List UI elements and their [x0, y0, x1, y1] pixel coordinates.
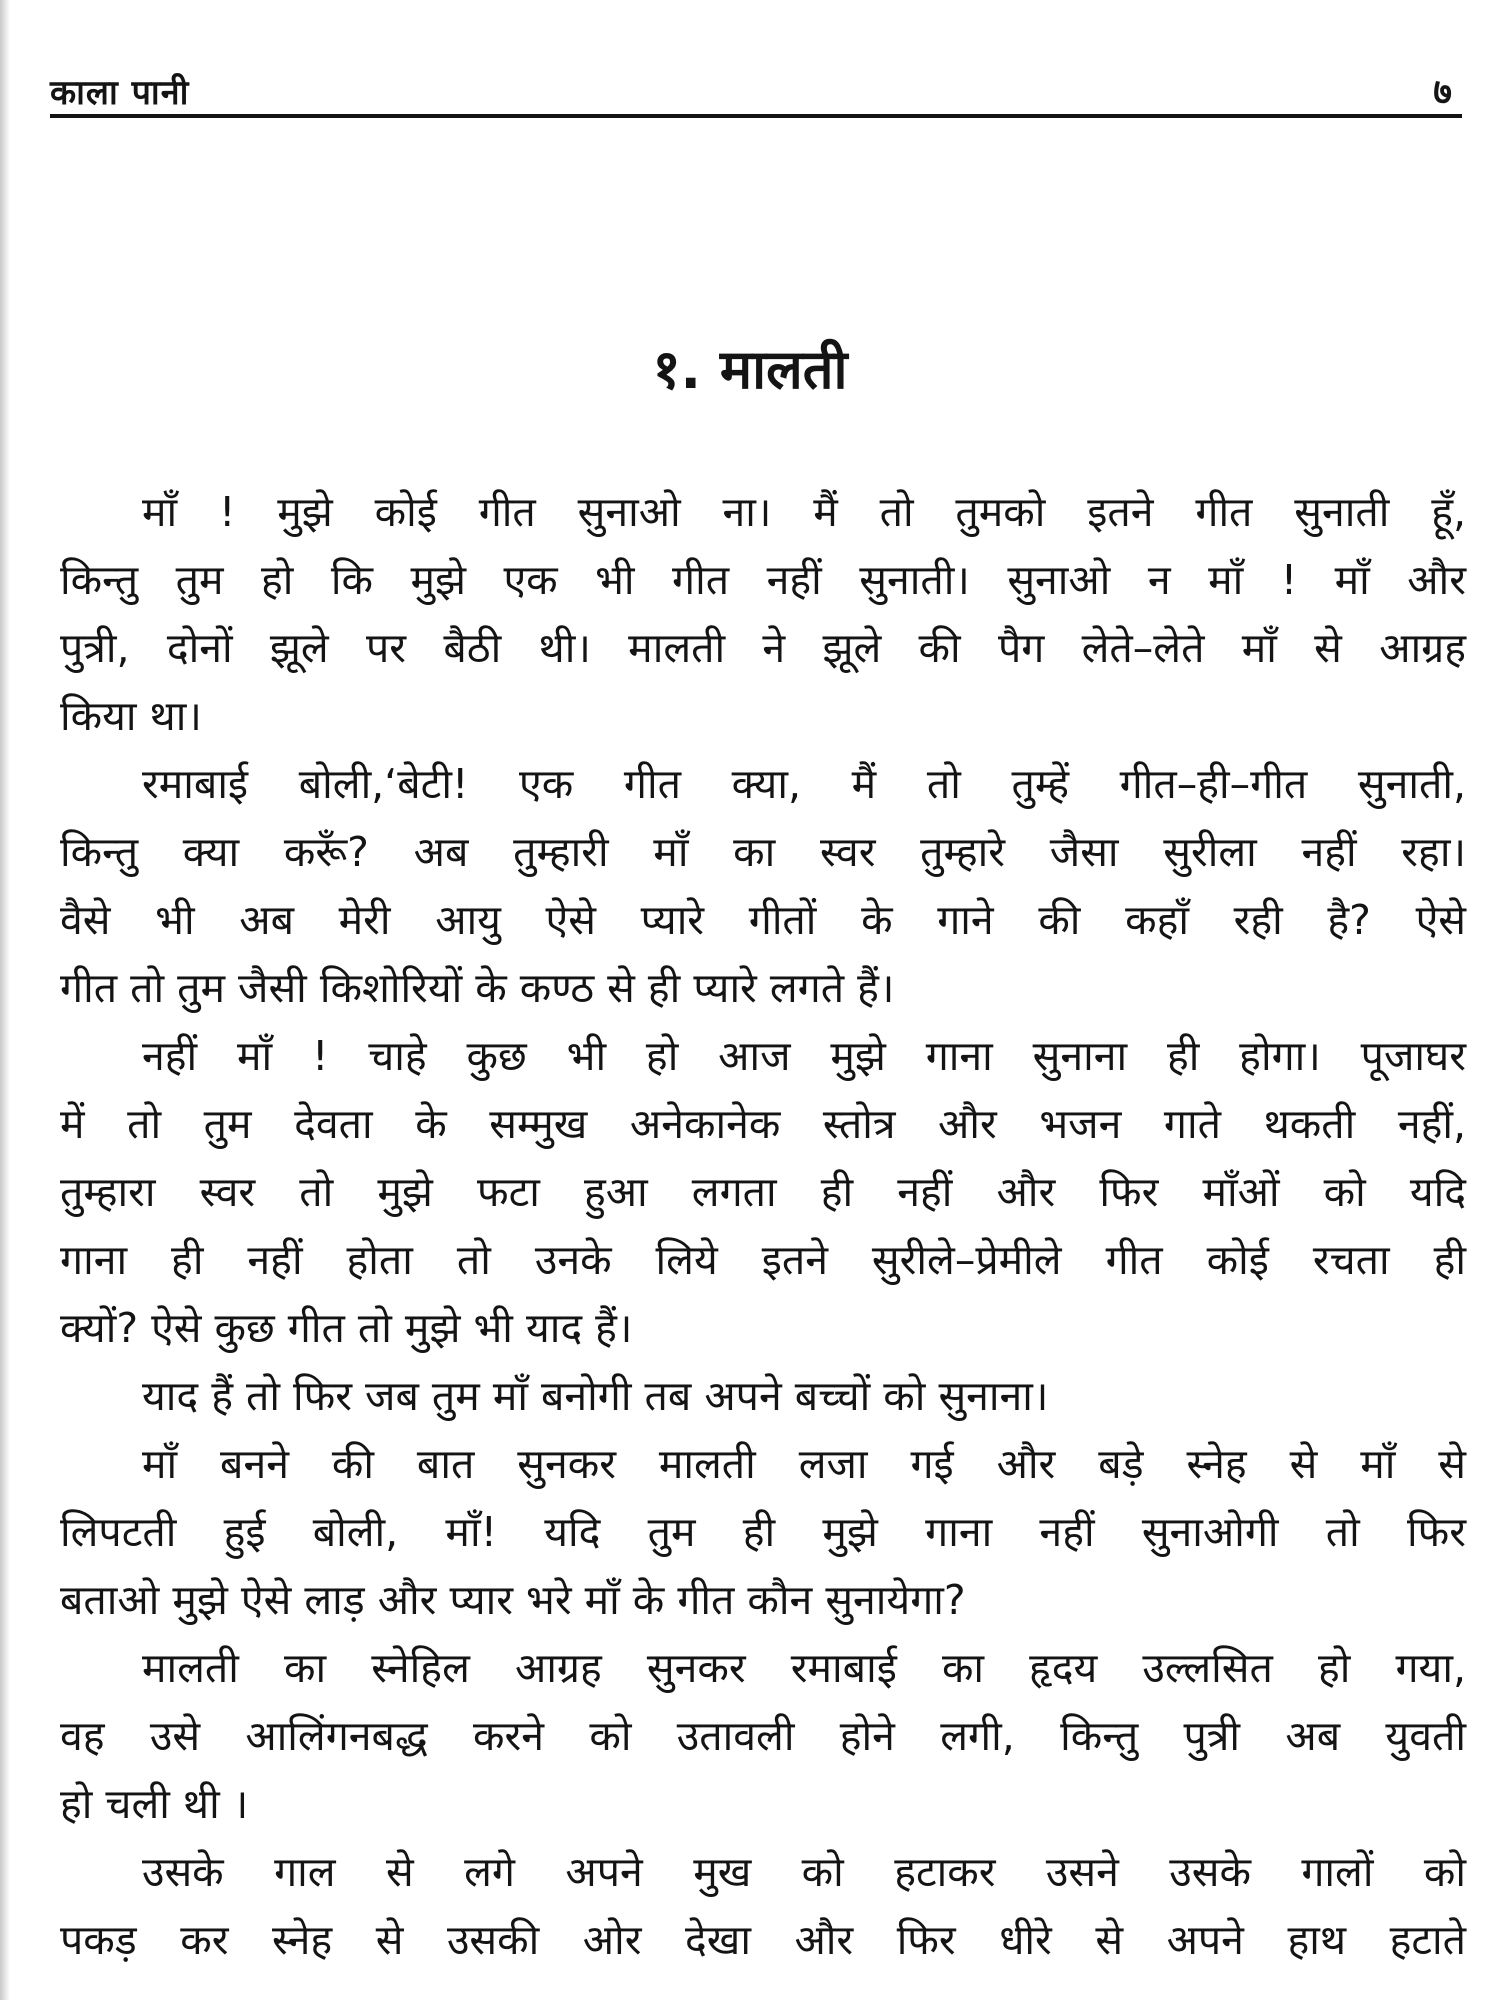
text-line: किन्तु क्या करूँ? अब तुम्हारी माँ का स्वर तुम्हारे जैसा सुरीला नहीं रहा। — [60, 828, 1466, 876]
text-line: मालती का स्नेहिल आग्रह सुनकर रमाबाई का हृदय उल्लसित हो गया, — [142, 1644, 1466, 1692]
text-line: लिपटती हुई बोली, माँ! यदि तुम ही मुझे गाना नहीं सुनाओगी तो फिर — [60, 1508, 1466, 1556]
text-line: माँ ! मुझे कोई गीत सुनाओ ना। मैं तो तुमको इतने गीत सुनाती हूँ, — [142, 488, 1466, 536]
running-title: काला पानी — [50, 73, 190, 113]
text-line: याद हैं तो फिर जब तुम माँ बनोगी तब अपने बच्चों को सुनाना। — [142, 1372, 1049, 1420]
text-line: उसके गाल से लगे अपने मुख को हटाकर उसने उसके गालों को — [142, 1848, 1466, 1896]
text-line: गीत तो तुम जैसी किशोरियों के कण्ठ से ही प्यारे लगते हैं। — [60, 964, 895, 1012]
text-line: किन्तु तुम हो कि मुझे एक भी गीत नहीं सुनाती। सुनाओ न माँ ! माँ और — [60, 556, 1466, 604]
text-line: वह उसे आलिंगनबद्ध करने को उतावली होने लगी, किन्तु पुत्री अब युवती — [60, 1712, 1466, 1760]
text-line: वैसे भी अब मेरी आयु ऐसे प्यारे गीतों के गाने की कहाँ रही है? ऐसे — [60, 896, 1466, 944]
text-line: हो चली थी । — [60, 1780, 249, 1828]
text-line: गाना ही नहीं होता तो उनके लिये इतने सुरीले–प्रेमीले गीत कोई रचता ही — [60, 1236, 1466, 1284]
text-line: पुत्री, दोनों झूले पर बैठी थी। मालती ने झूले की पैग लेते–लेते माँ से आग्रह — [60, 624, 1466, 672]
text-line: बताओ मुझे ऐसे लाड़ और प्यार भरे माँ के गीत कौन सुनायेगा? — [60, 1576, 966, 1624]
chapter-title: १. मालती — [652, 338, 848, 401]
text-line: तुम्हारा स्वर तो मुझे फटा हुआ लगता ही नहीं और फिर माँओं को यदि — [60, 1168, 1466, 1216]
text-line: किया था। — [60, 692, 202, 740]
text-line: क्यों? ऐसे कुछ गीत तो मुझे भी याद हैं। — [60, 1304, 633, 1352]
text-line: रमाबाई बोली,‘बेटी! एक गीत क्या, मैं तो तुम्हें गीत–ही–गीत सुनाती, — [142, 760, 1466, 808]
text-line: माँ बनने की बात सुनकर मालती लजा गई और बड़े स्नेह से माँ से — [142, 1440, 1466, 1488]
running-header — [50, 62, 1452, 114]
body-text — [60, 478, 1466, 1974]
text-line: नहीं माँ ! चाहे कुछ भी हो आज मुझे गाना सुनाना ही होगा। पूजाघर — [142, 1032, 1466, 1080]
page-number: ७ — [1433, 72, 1452, 113]
page-edge-shadow — [0, 0, 10, 2000]
text-line: में तो तुम देवता के सम्मुख अनेकानेक स्तोत्र और भजन गाते थकती नहीं, — [60, 1100, 1466, 1148]
header-rule — [50, 114, 1462, 118]
text-line: पकड़ कर स्नेह से उसकी ओर देखा और फिर धीरे से अपने हाथ हटाते — [60, 1916, 1466, 1964]
